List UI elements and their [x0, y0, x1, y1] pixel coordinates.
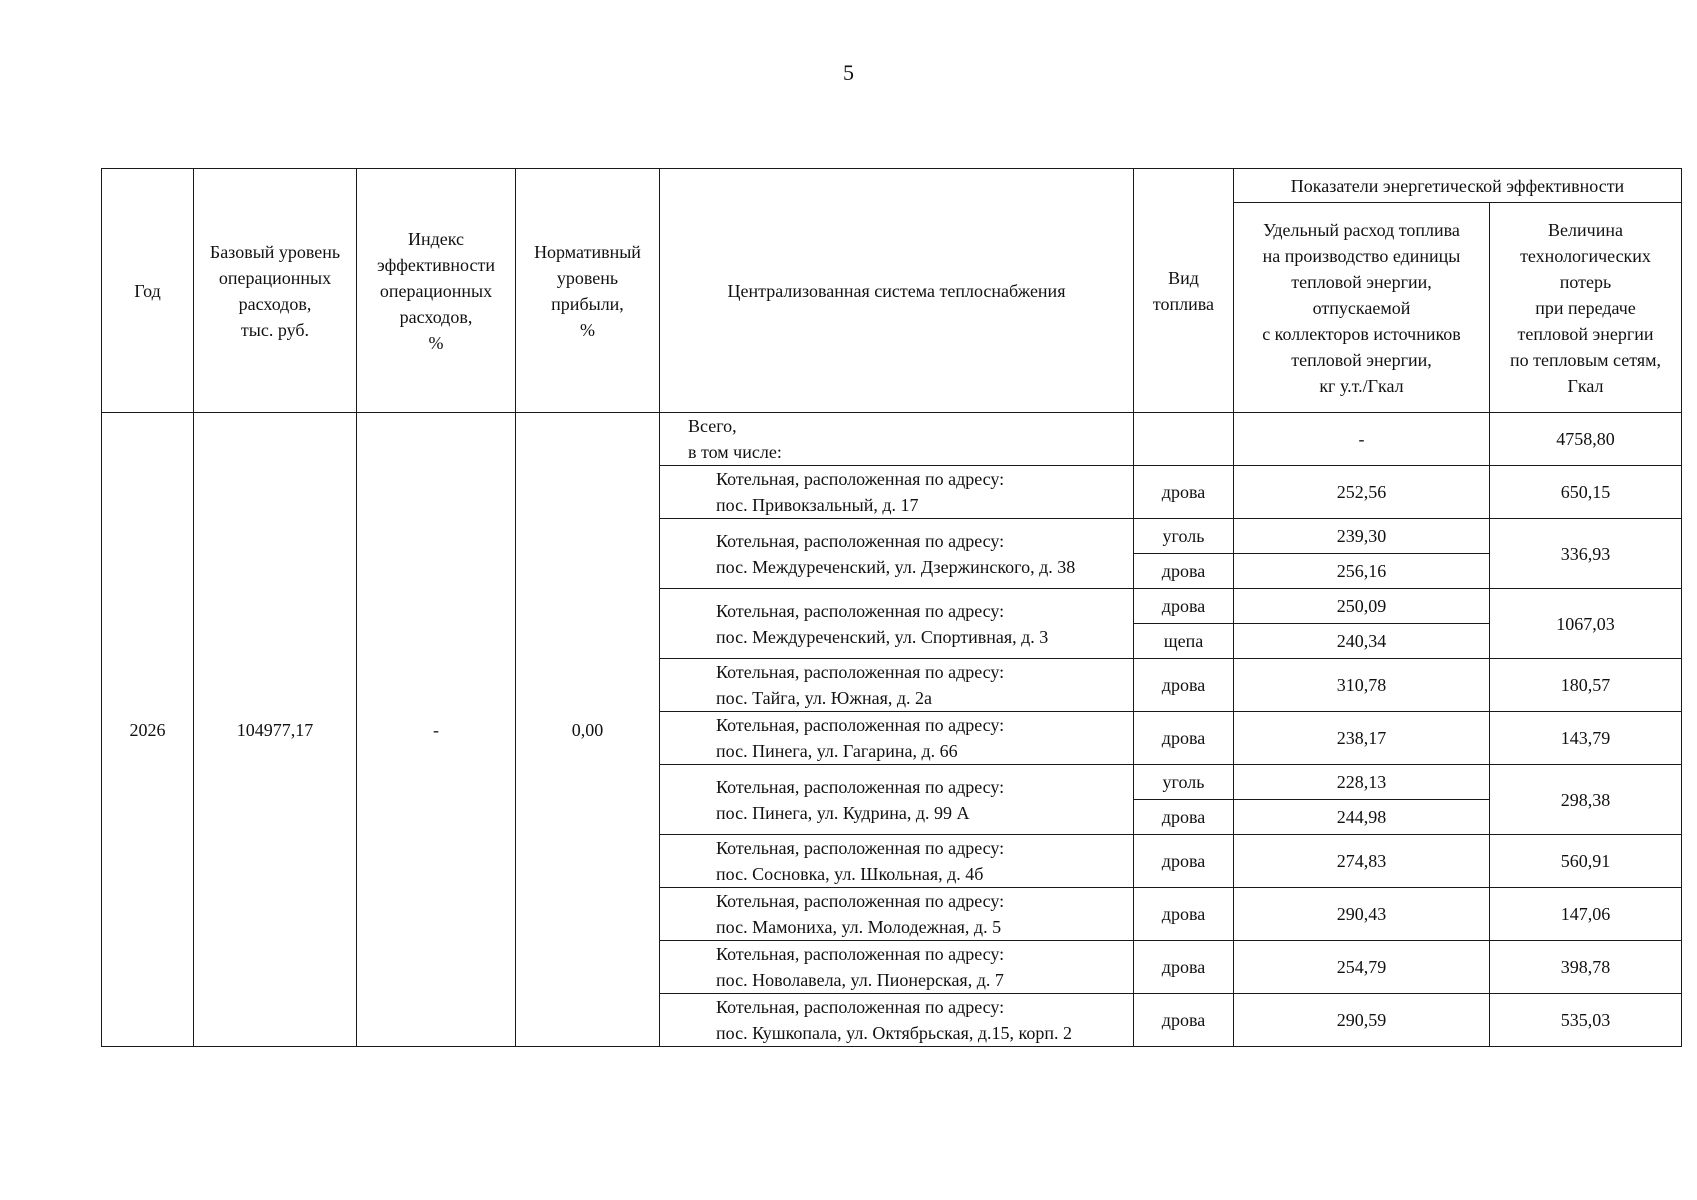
losses-cell: 147,06 [1490, 888, 1682, 941]
efficiency-index-cell: - [357, 413, 516, 1047]
header-losses: Величина технологических потерь при передаче тепловой энергии по тепловым сетям, Гкал [1490, 203, 1682, 413]
boiler-label: Котельная, расположенная по адресу: [716, 715, 1005, 735]
boiler-address-cell [660, 941, 1134, 994]
fuel-type-cell: дрова [1134, 712, 1234, 765]
boiler-address: пос. Междуреченский, ул. Дзержинского, д. 38 [716, 556, 1076, 577]
losses-cell: 336,93 [1490, 519, 1682, 589]
boiler-address-cell [660, 994, 1134, 1047]
specific-fuel-cell: 310,78 [1234, 659, 1490, 712]
losses-cell: 535,03 [1490, 994, 1682, 1047]
header-specific-fuel: Удельный расход топлива на производство единицы тепловой энергии, отпускаемой с коллекторов источников тепловой энергии, кг у.т./Гкал [1234, 203, 1490, 413]
page-number: 5 [843, 60, 854, 85]
header-fuel-type: Вид топлива [1134, 169, 1234, 413]
boiler-label: Котельная, расположенная по адресу: [716, 776, 1005, 797]
total-label-line1: Всего, [688, 416, 737, 436]
fuel-type-cell: уголь [1134, 519, 1234, 554]
total-losses-cell: 4758,80 [1490, 413, 1682, 466]
boiler-label: Котельная, расположенная по адресу: [716, 944, 1005, 964]
boiler-address: пос. Мамониха, ул. Молодежная, д. 5 [716, 917, 1002, 937]
table-row-total [102, 413, 1682, 466]
table-header [102, 169, 1682, 413]
specific-fuel-cell: 239,30 [1234, 519, 1490, 554]
boiler-address-cell [660, 659, 1134, 712]
specific-fuel-cell: 290,59 [1234, 994, 1490, 1047]
fuel-type-cell: дрова [1134, 888, 1234, 941]
specific-fuel-cell: 290,43 [1234, 888, 1490, 941]
boiler-label: Котельная, расположенная по адресу: [716, 891, 1005, 911]
fuel-type-cell: дрова [1134, 554, 1234, 589]
fuel-type-cell: дрова [1134, 994, 1234, 1047]
boiler-label: Котельная, расположенная по адресу: [716, 469, 1005, 489]
boiler-address-cell [660, 519, 1134, 589]
base-level-cell: 104977,17 [194, 413, 357, 1047]
losses-cell: 560,91 [1490, 835, 1682, 888]
specific-fuel-cell: 228,13 [1234, 765, 1490, 800]
boiler-label: Котельная, расположенная по адресу: [716, 662, 1005, 682]
fuel-type-cell: дрова [1134, 659, 1234, 712]
fuel-type-cell: щепа [1134, 624, 1234, 659]
losses-cell: 1067,03 [1490, 589, 1682, 659]
boiler-address: пос. Сосновка, ул. Школьная, д. 4б [716, 864, 984, 884]
header-efficiency-index: Индекс эффективности операционных расходов, % [357, 169, 516, 413]
boiler-address: пос. Пинега, ул. Кудрина, д. 99 А [716, 802, 970, 823]
boiler-address-cell [660, 765, 1134, 835]
losses-cell: 398,78 [1490, 941, 1682, 994]
fuel-type-cell: дрова [1134, 835, 1234, 888]
specific-fuel-cell: 256,16 [1234, 554, 1490, 589]
fuel-type-cell: дрова [1134, 466, 1234, 519]
fuel-type-cell: уголь [1134, 765, 1234, 800]
header-heat-system: Централизованная система теплоснабжения [660, 169, 1134, 413]
specific-fuel-cell: 238,17 [1234, 712, 1490, 765]
boiler-address-cell [660, 589, 1134, 659]
losses-cell: 143,79 [1490, 712, 1682, 765]
boiler-address: пос. Привокзальный, д. 17 [716, 495, 919, 515]
losses-cell: 180,57 [1490, 659, 1682, 712]
boiler-address: пос. Междуреченский, ул. Спортивная, д. 3 [716, 626, 1049, 647]
boiler-address: пос. Тайга, ул. Южная, д. 2а [716, 688, 933, 708]
specific-fuel-cell: 240,34 [1234, 624, 1490, 659]
specific-fuel-cell: 250,09 [1234, 589, 1490, 624]
boiler-label: Котельная, расположенная по адресу: [716, 600, 1005, 621]
profit-level-cell: 0,00 [516, 413, 660, 1047]
efficiency-table [101, 168, 1682, 1047]
boiler-address-cell [660, 712, 1134, 765]
total-label-line2: в том числе: [688, 442, 782, 462]
year-cell: 2026 [102, 413, 194, 1047]
boiler-label: Котельная, расположенная по адресу: [716, 530, 1005, 551]
total-fuel-type-cell [1134, 413, 1234, 466]
specific-fuel-cell: 274,83 [1234, 835, 1490, 888]
specific-fuel-cell: 254,79 [1234, 941, 1490, 994]
boiler-address: пос. Кушкопала, ул. Октябрьская, д.15, корп. 2 [716, 1023, 1072, 1043]
boiler-address-cell [660, 835, 1134, 888]
specific-fuel-cell: 244,98 [1234, 800, 1490, 835]
header-base-level: Базовый уровень операционных расходов, тыс. руб. [194, 169, 357, 413]
table-body [102, 413, 1682, 1047]
header-profit-level: Нормативный уровень прибыли, % [516, 169, 660, 413]
header-year: Год [102, 169, 194, 413]
boiler-address-cell [660, 466, 1134, 519]
boiler-address-cell [660, 888, 1134, 941]
boiler-label: Котельная, расположенная по адресу: [716, 997, 1005, 1017]
fuel-type-cell: дрова [1134, 800, 1234, 835]
losses-cell: 298,38 [1490, 765, 1682, 835]
losses-cell: 650,15 [1490, 466, 1682, 519]
boiler-label: Котельная, расположенная по адресу: [716, 838, 1005, 858]
total-label-cell [660, 413, 1134, 466]
boiler-address: пос. Новолавела, ул. Пионерская, д. 7 [716, 970, 1004, 990]
header-energy-efficiency: Показатели энергетической эффективности [1234, 169, 1682, 203]
fuel-type-cell: дрова [1134, 589, 1234, 624]
boiler-address: пос. Пинега, ул. Гагарина, д. 66 [716, 741, 958, 761]
total-specific-fuel-cell: - [1234, 413, 1490, 466]
specific-fuel-cell: 252,56 [1234, 466, 1490, 519]
fuel-type-cell: дрова [1134, 941, 1234, 994]
